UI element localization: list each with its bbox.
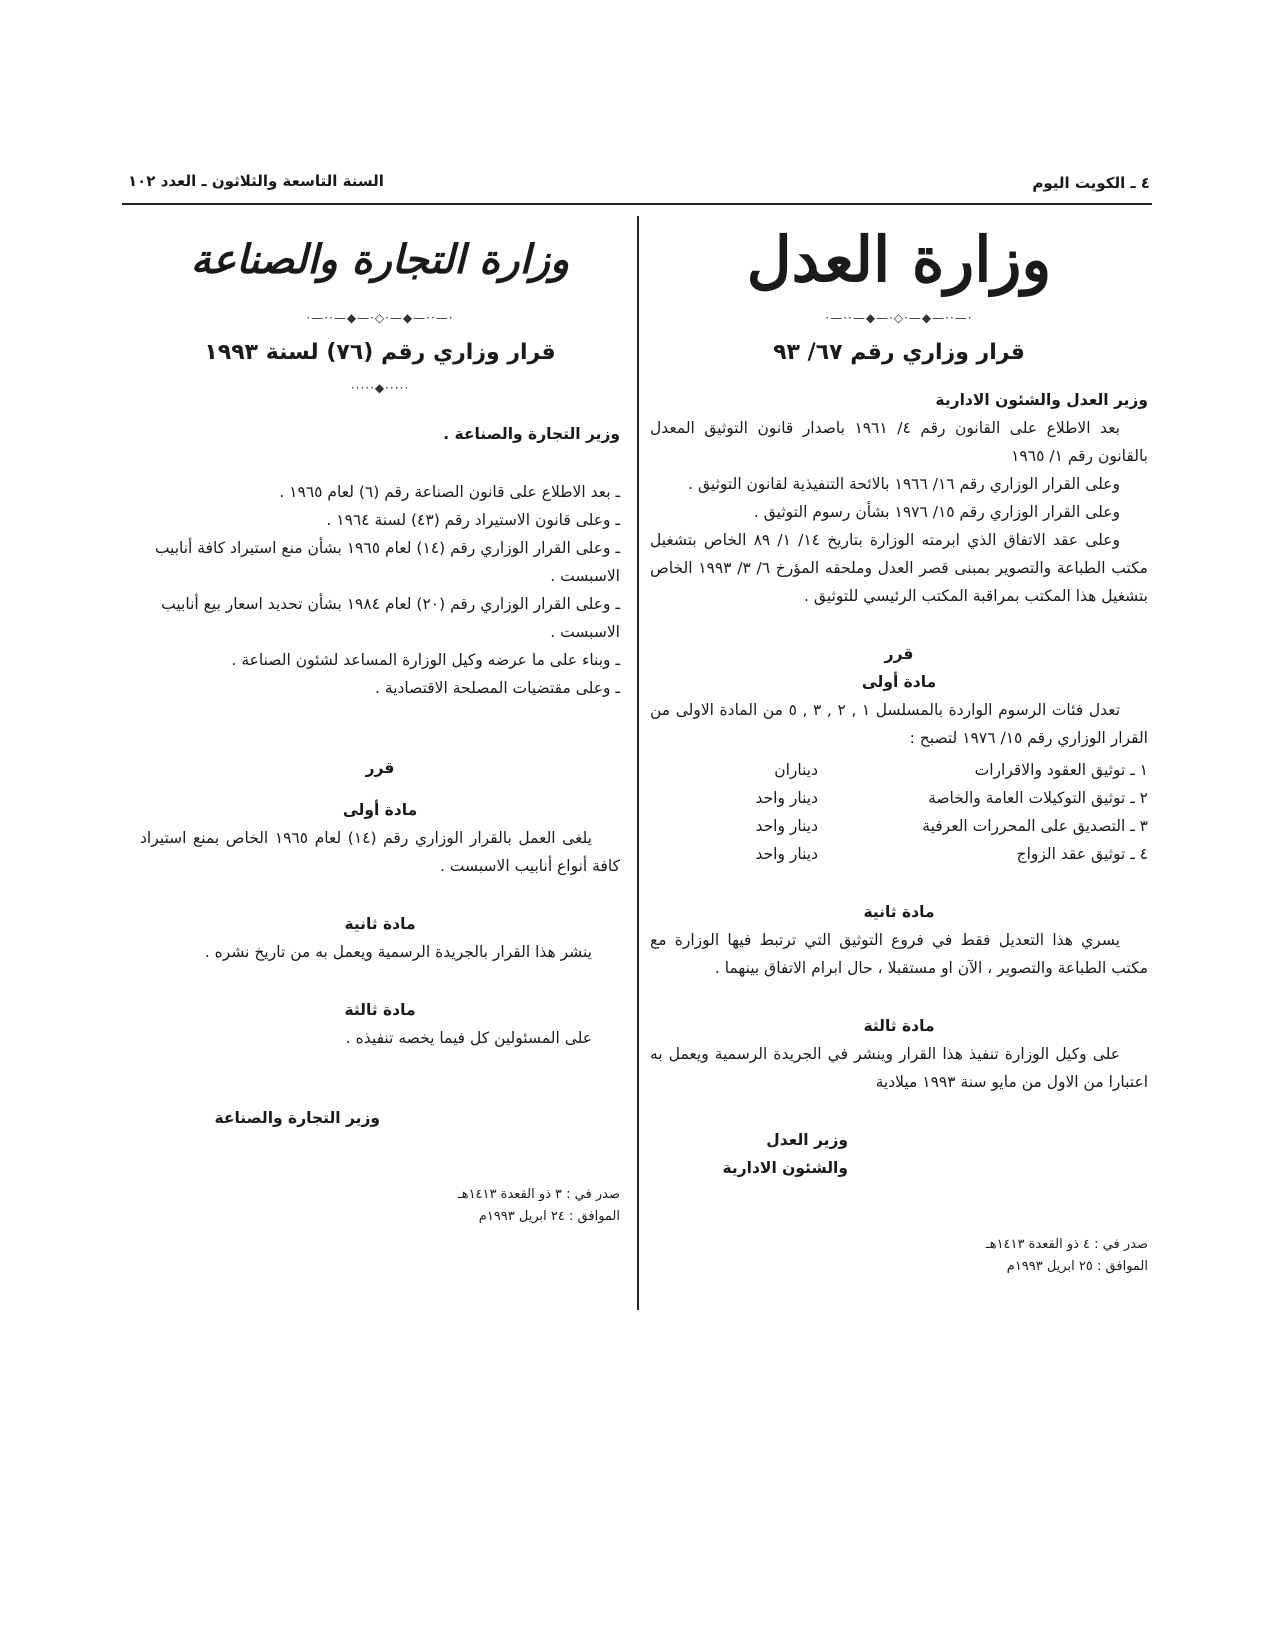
commerce-preamble-5: ـ وبناء على ما عرضه وكيل الوزارة المساعد لشئون الصناعة .	[231, 651, 620, 669]
justice-decree-title: قرار وزاري رقم ٦٧/ ٩٣	[773, 340, 1025, 365]
justice-art1-text: تعدل فئات الرسوم الواردة بالمسلسل ١ , ٢ , ٣ , ٥ من المادة الاولى من القرار الوزاري رقم ١٥/ ١٩٧٦ لتصبح :	[650, 701, 1148, 747]
justice-column	[650, 220, 1148, 1278]
page-header-year: السنة التاسعة والثلاثون ـ العدد ١٠٢	[128, 172, 384, 190]
commerce-art3-head: مادة ثالثة	[344, 1001, 416, 1019]
commerce-issued-date: صدر في : ٣ ذو القعدة ١٤١٣هـ	[457, 1187, 620, 1202]
justice-preamble-4: وعلى عقد الاتفاق الذي ابرمته الوزارة بتاريخ ١٤/ ١/ ٨٩ الخاص بتشغيل مكتب الطباعة والتصوير بمبنى قصر العدل وملحقه المؤرخ ٦/ ٣/ ١٩٩٣ الخاص بتشغيل هذا المكتب بمراقبة المكتب الرئيسي للتوثيق .	[650, 531, 1148, 605]
ornament: ·—··—◆—·◇·—◆—··—·	[825, 311, 973, 325]
fee-item: ٤ ـ توثيق عقد الزواج	[1016, 845, 1148, 863]
fee-row	[650, 784, 1148, 812]
fee-item: ١ ـ توثيق العقود والاقرارات	[974, 761, 1148, 779]
commerce-preamble-3: ـ وعلى القرار الوزاري رقم (١٤) لعام ١٩٦٥ بشأن منع استيراد كافة أنابيب الاسبست .	[154, 539, 620, 585]
commerce-preamble-2: ـ وعلى قانون الاستيراد رقم (٤٣) لسنة ١٩٦٤ .	[326, 511, 620, 529]
commerce-preamble-1: ـ بعد الاطلاع على قانون الصناعة رقم (٦) لعام ١٩٦٥ .	[279, 483, 620, 501]
justice-preamble-2: وعلى القرار الوزاري رقم ١٦/ ١٩٦٦ بالائحة التنفيذية لقانون التوثيق .	[688, 475, 1120, 493]
page-header-issue: ٤ ـ الكويت اليوم	[1032, 174, 1150, 192]
commerce-decided: قرر	[365, 759, 395, 777]
fee-value: دينار واحد	[755, 817, 818, 835]
commerce-art2-text: ينشر هذا القرار بالجريدة الرسمية ويعمل به من تاريخ نشره .	[204, 943, 592, 961]
fee-value: دينار واحد	[755, 845, 818, 863]
ornament: ·—··—◆—·◇·—◆—··—·	[306, 311, 454, 325]
commerce-art1-text: يلغى العمل بالقرار الوزاري رقم (١٤) لعام ١٩٦٥ الخاص بمنع استيراد كافة أنواع أنابيب الاسبست .	[140, 829, 620, 875]
fee-item: ٢ ـ توثيق التوكيلات العامة والخاصة	[928, 789, 1148, 807]
justice-art3-head: مادة ثالثة	[863, 1017, 935, 1035]
fee-row	[650, 840, 1148, 868]
fee-row	[650, 812, 1148, 840]
commerce-art3-text: على المسئولين كل فيما يخصه تنفيذه .	[345, 1029, 592, 1047]
fee-row	[650, 756, 1148, 784]
ornament: ·····◆·····	[350, 381, 410, 395]
justice-preamble-1: بعد الاطلاع على القانون رقم ٤/ ١٩٦١ باصدار قانون التوثيق المعدل بالقانون رقم ١/ ١٩٦٥	[650, 419, 1148, 465]
commerce-art2-head: مادة ثانية	[344, 915, 416, 933]
justice-decided: قرر	[884, 645, 914, 663]
justice-signature-1: وزير العدل	[766, 1131, 848, 1149]
justice-issued-date: صدر في : ٤ ذو القعدة ١٤١٣هـ	[985, 1237, 1148, 1252]
commerce-signature: وزير التجارة والصناعة	[214, 1109, 380, 1127]
justice-art2-head: مادة ثانية	[863, 903, 935, 921]
fee-list	[650, 756, 1148, 868]
commerce-corresponding-date: الموافق : ٢٤ ابريل ١٩٩٣م	[478, 1209, 620, 1224]
justice-art1-head: مادة أولى	[861, 673, 937, 691]
commerce-ministry-title: وزارة التجارة والصناعة	[190, 236, 570, 283]
justice-art3-text: على وكيل الوزارة تنفيذ هذا القرار وينشر في الجريدة الرسمية ويعمل به اعتبارا من الاول من مايو سنة ١٩٩٣ ميلادية	[650, 1045, 1148, 1091]
fee-value: دينار واحد	[755, 789, 818, 807]
justice-preamble-3: وعلى القرار الوزاري رقم ١٥/ ١٩٧٦ بشأن رسوم التوثيق .	[753, 503, 1120, 521]
commerce-art1-head: مادة أولى	[342, 801, 418, 819]
fee-item: ٣ ـ التصديق على المحررات العرفية	[922, 817, 1148, 835]
column-divider	[637, 216, 639, 1310]
justice-art2-text: يسري هذا التعديل فقط في فروع التوثيق التي ترتبط فيها الوزارة مع مكتب الطباعة والتصوير ، الآن او مستقبلا ، حال ابرام الاتفاق بينهما .	[650, 931, 1148, 977]
justice-issuer: وزير العدل والشئون الادارية	[935, 391, 1148, 409]
commerce-preamble-6: ـ وعلى مقتضيات المصلحة الاقتصادية .	[375, 679, 620, 697]
commerce-decree-title: قرار وزاري رقم (٧٦) لسنة ١٩٩٣	[204, 340, 556, 365]
justice-corresponding-date: الموافق : ٢٥ ابريل ١٩٩٣م	[1006, 1259, 1148, 1274]
header-rule	[122, 203, 1152, 205]
commerce-issuer: وزير التجارة والصناعة .	[443, 425, 620, 443]
justice-ministry-title: وزارة العدل	[746, 223, 1052, 296]
justice-signature-2: والشئون الادارية	[722, 1159, 848, 1177]
fee-value: ديناران	[774, 761, 818, 779]
commerce-preamble-4: ـ وعلى القرار الوزاري رقم (٢٠) لعام ١٩٨٤ بشأن تحديد اسعار بيع أنابيب الاسبست .	[161, 595, 620, 641]
commerce-column	[140, 220, 620, 1228]
